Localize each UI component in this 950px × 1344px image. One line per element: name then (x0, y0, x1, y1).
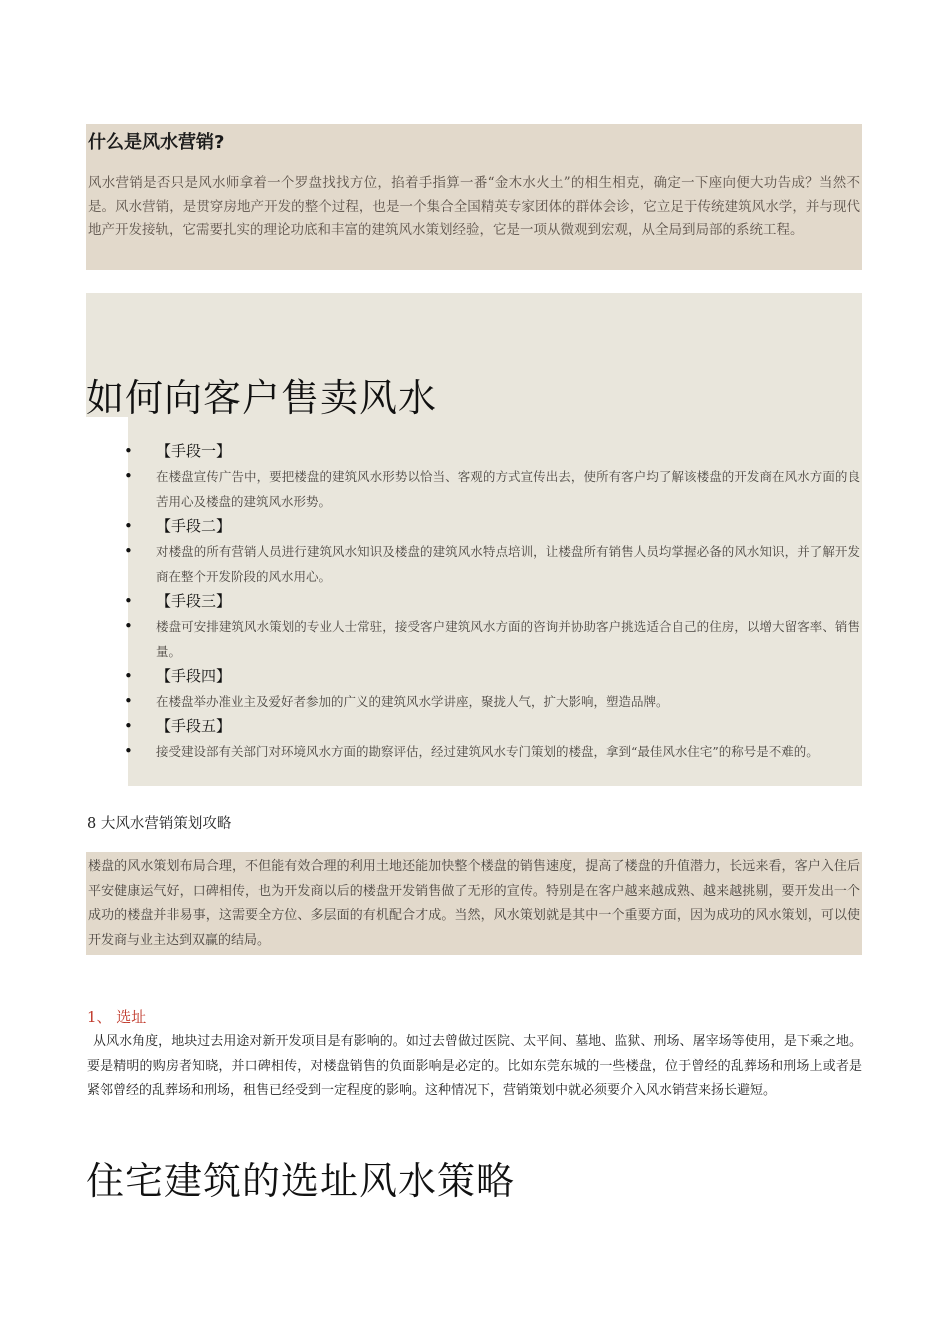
section-title: 如何向客户售卖风水 (86, 376, 438, 420)
selling-methods-section (86, 293, 862, 786)
section-heading: 什么是风水营销? (88, 132, 225, 153)
site-selection-heading: 1、 选址 (87, 1008, 147, 1026)
intro-section (86, 124, 862, 270)
method-3-body: • 楼盘可安排建筑风水策划的专业人士常驻，接受客户建筑风水方面的咨询并协助客户挑选适合自己的住房，以增大留客率、销售量。 (128, 614, 860, 664)
method-5-head: • 【手段五】 (128, 714, 860, 739)
site-selection-paragraph: 从风水角度，地块过去用途对新开发项目是有影响的。如过去曾做过医院、太平间、墓地、监狱、刑场、屠宰场等使用，是下乘之地。要是精明的购房者知晓，并口碑相传，对楼盘销售的负面影响是必定的。比如东莞东城的一些楼盘，位于曾经的乱葬场和刑场上或者是紧邻曾经的乱葬场和刑场，租售已经受到一定程度的影响。这种情况下，营销策划中就必须要介入风水销营来扬长避短。 (87, 1034, 862, 1098)
strategy-paragraph: 楼盘的风水策划布局合理，不但能有效合理的利用土地还能加快整个楼盘的销售速度，提高了楼盘的升值潜力，长远来看，客户入住后平安健康运气好，口碑相传，也为开发商以后的楼盘开发销售做了无形的宣传。特别是在客户越来越成熟、越来越挑剔，要开发出一个成功的楼盘并非易事，这需要全方位、多层面的有机配合才成。当然，风水策划就是其中一个重要方面，因为成功的风水策划，可以使开发商与业主达到双赢的结局。 (88, 859, 860, 948)
methods-list (128, 439, 860, 764)
section-paragraph: 风水营销是否只是风水师拿着一个罗盘找找方位，掐着手指算一番“金木水火土”的相生相克，确定一下座向便大功告成？当然不是。风水营销，是贯穿房地产开发的整个过程，也是一个集合全国精英专家团体的群体会诊，它立足于传统建筑风水学，并与现代地产开发接轨，它需要扎实的理论功底和丰富的建筑风水策划经验，它是一项从微观到宏观，从全局到局部的系统工程。 (88, 175, 860, 238)
strategy-section (86, 852, 862, 955)
residential-title: 住宅建筑的选址风水策略 (86, 1159, 516, 1203)
method-4-head: • 【手段四】 (128, 664, 860, 689)
strategy-subtitle: 8 大风水营销策划攻略 (87, 816, 232, 832)
method-1-head: • 【手段一】 (128, 439, 860, 464)
gutter (86, 417, 128, 786)
method-3-head: • 【手段三】 (128, 589, 860, 614)
method-2-body: • 对楼盘的所有营销人员进行建筑风水知识及楼盘的建筑风水特点培训，让楼盘所有销售人员均掌握必备的风水知识，并了解开发商在整个开发阶段的风水用心。 (128, 539, 860, 589)
method-1-body: • 在楼盘宣传广告中，要把楼盘的建筑风水形势以恰当、客观的方式宣传出去，使所有客户均了解该楼盘的开发商在风水方面的良苦用心及楼盘的建筑风水形势。 (128, 464, 860, 514)
method-2-head: • 【手段二】 (128, 514, 860, 539)
method-4-body: • 在楼盘举办准业主及爱好者参加的广义的建筑风水学讲座，聚拢人气，扩大影响，塑造品牌。 (128, 689, 860, 714)
method-5-body: • 接受建设部有关部门对环境风水方面的勘察评估，经过建筑风水专门策划的楼盘，拿到“最佳风水住宅”的称号是不难的。 (128, 739, 860, 764)
